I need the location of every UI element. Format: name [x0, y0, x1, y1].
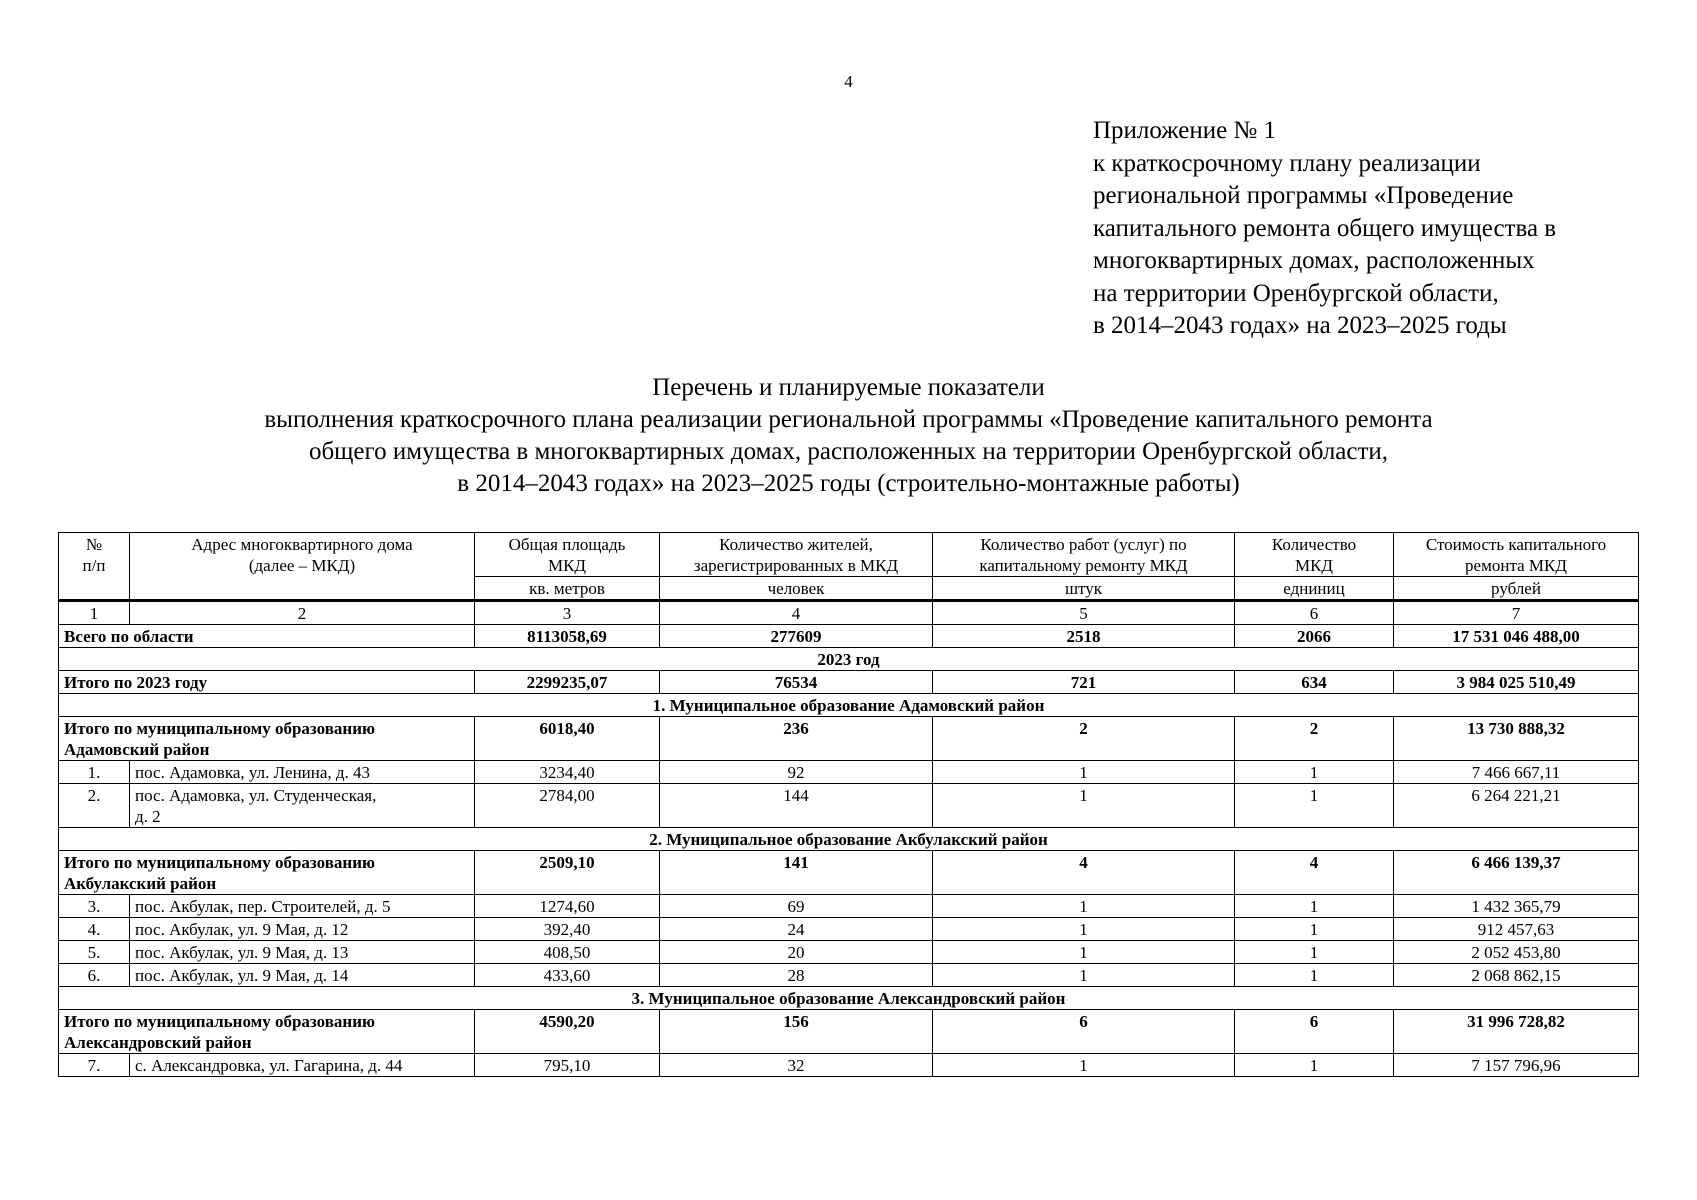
cell-works: 1: [933, 784, 1235, 828]
cell-residents: 92: [660, 761, 933, 784]
cell-num: 5.: [59, 941, 130, 964]
cell-address: пос. Акбулак, ул. 9 Мая, д. 13: [130, 941, 475, 964]
municipality-total-row: [59, 851, 1639, 895]
cell-num: 7.: [59, 1054, 130, 1077]
cell-residents: 32: [660, 1054, 933, 1077]
cell-area: 2299235,07: [475, 671, 660, 694]
document-title: [0, 372, 1697, 500]
column-number: 2: [130, 601, 475, 625]
cell-mkd-count: 1: [1235, 964, 1394, 987]
unit-residents: человек: [660, 577, 933, 601]
table-row: [59, 964, 1639, 987]
cell-area: 8113058,69: [475, 625, 660, 648]
municipality-total-row: [59, 1010, 1639, 1054]
cell-cost: 2 052 453,80: [1394, 941, 1639, 964]
cell-residents: 24: [660, 918, 933, 941]
cell-residents: 277609: [660, 625, 933, 648]
data-table: [58, 532, 1639, 1077]
appendix-line: Приложение № 1: [1093, 117, 1277, 144]
cell-address: пос. Адамовка, ул. Студенческая, д. 2: [130, 784, 475, 828]
table-row: [59, 784, 1639, 828]
title-line: выполнения краткосрочного плана реализации региональной программы «Проведение капитального ремонта: [264, 406, 1433, 433]
cell-cost: 7 466 667,11: [1394, 761, 1639, 784]
appendix-line: в 2014–2043 годах» на 2023–2025 годы: [1093, 312, 1507, 339]
cell-address: с. Александровка, ул. Гагарина, д. 44: [130, 1054, 475, 1077]
cell-residents: 69: [660, 895, 933, 918]
column-number: 1: [59, 601, 130, 625]
cell-address: пос. Акбулак, пер. Строителей, д. 5: [130, 895, 475, 918]
cell-address: пос. Акбулак, ул. 9 Мая, д. 14: [130, 964, 475, 987]
cell-mkd-count: 2066: [1235, 625, 1394, 648]
table-row: [59, 918, 1639, 941]
column-number: 5: [933, 601, 1235, 625]
unit-mkd-count: едниниц: [1235, 577, 1394, 601]
table-row: [59, 941, 1639, 964]
cell-mkd-count: 1: [1235, 918, 1394, 941]
cell-mkd-count: 1: [1235, 941, 1394, 964]
table-row: [59, 1054, 1639, 1077]
cell-residents: 20: [660, 941, 933, 964]
municipality-heading: 2. Муниципальное образование Акбулакский район: [59, 828, 1639, 851]
header-mkd-count: Количество МКД: [1235, 533, 1394, 577]
column-number: 7: [1394, 601, 1639, 625]
cell-mkd-count: 1: [1235, 761, 1394, 784]
cell-mkd-count: 2: [1235, 717, 1394, 761]
total-year-row: [59, 671, 1639, 694]
title-line: Перечень и планируемые показатели: [652, 374, 1045, 401]
cell-num: 3.: [59, 895, 130, 918]
title-line: в 2014–2043 годах» на 2023–2025 годы (строительно-монтажные работы): [457, 470, 1240, 497]
appendix-block: [1093, 115, 1673, 343]
column-number: 4: [660, 601, 933, 625]
municipality-heading: 1. Муниципальное образование Адамовский район: [59, 694, 1639, 717]
municipality-heading-row: [59, 828, 1639, 851]
cell-area: 2509,10: [475, 851, 660, 895]
column-number: 6: [1235, 601, 1394, 625]
cell-cost: 7 157 796,96: [1394, 1054, 1639, 1077]
cell-area: 433,60: [475, 964, 660, 987]
year-heading-row: [59, 648, 1639, 671]
cell-cost: 6 264 221,21: [1394, 784, 1639, 828]
cell-cost: 6 466 139,37: [1394, 851, 1639, 895]
unit-area: кв. метров: [475, 577, 660, 601]
appendix-line: региональной программы «Проведение: [1093, 182, 1514, 209]
cell-residents: 156: [660, 1010, 933, 1054]
cell-mkd-count: 1: [1235, 895, 1394, 918]
appendix-line: к краткосрочному плану реализации: [1093, 149, 1481, 177]
header-row: [59, 533, 1639, 577]
cell-residents: 236: [660, 717, 933, 761]
cell-area: 3234,40: [475, 761, 660, 784]
cell-works: 1: [933, 918, 1235, 941]
cell-mkd-count: 634: [1235, 671, 1394, 694]
cell-cost: 3 984 025 510,49: [1394, 671, 1639, 694]
table-row: [59, 895, 1639, 918]
cell-residents: 76534: [660, 671, 933, 694]
column-number: 3: [475, 601, 660, 625]
appendix-line: на территории Оренбургской области,: [1093, 279, 1499, 307]
cell-area: 4590,20: [475, 1010, 660, 1054]
total-region-label: Всего по области: [59, 625, 475, 648]
unit-cost: рублей: [1394, 577, 1639, 601]
cell-works: 2: [933, 717, 1235, 761]
cell-mkd-count: 1: [1235, 1054, 1394, 1077]
appendix-line: многоквартирных домах, расположенных: [1093, 247, 1535, 274]
cell-address: пос. Адамовка, ул. Ленина, д. 43: [130, 761, 475, 784]
cell-num: 6.: [59, 964, 130, 987]
municipality-heading: 3. Муниципальное образование Александровский район: [59, 987, 1639, 1010]
header-num: № п/п: [59, 533, 130, 601]
municipality-total-label: Итого по муниципальному образованию Александровский район: [59, 1010, 475, 1054]
header-residents: Количество жителей, зарегистрированных в МКД: [660, 533, 933, 577]
cell-works: 4: [933, 851, 1235, 895]
municipality-heading-row: [59, 987, 1639, 1010]
cell-num: 2.: [59, 784, 130, 828]
cell-works: 1: [933, 895, 1235, 918]
cell-cost: 13 730 888,32: [1394, 717, 1639, 761]
cell-works: 1: [933, 941, 1235, 964]
cell-works: 1: [933, 964, 1235, 987]
municipality-total-label: Итого по муниципальному образованию Адамовский район: [59, 717, 475, 761]
cell-area: 6018,40: [475, 717, 660, 761]
year-heading: 2023 год: [59, 648, 1639, 671]
cell-mkd-count: 4: [1235, 851, 1394, 895]
total-region-row: [59, 625, 1639, 648]
cell-residents: 141: [660, 851, 933, 895]
municipality-total-row: [59, 717, 1639, 761]
cell-cost: 2 068 862,15: [1394, 964, 1639, 987]
header-works: Количество работ (услуг) по капитальному ремонту МКД: [933, 533, 1235, 577]
cell-cost: 912 457,63: [1394, 918, 1639, 941]
cell-works: 721: [933, 671, 1235, 694]
column-numbers-row: [59, 601, 1639, 625]
header-address: Адрес многоквартирного дома (далее – МКД): [130, 533, 475, 601]
cell-mkd-count: 1: [1235, 784, 1394, 828]
header-cost: Стоимость капитального ремонта МКД: [1394, 533, 1639, 577]
cell-num: 4.: [59, 918, 130, 941]
cell-cost: 1 432 365,79: [1394, 895, 1639, 918]
header-area: Общая площадь МКД: [475, 533, 660, 577]
cell-area: 1274,60: [475, 895, 660, 918]
cell-num: 1.: [59, 761, 130, 784]
appendix-line: капитального ремонта общего имущества в: [1093, 214, 1557, 242]
cell-area: 795,10: [475, 1054, 660, 1077]
total-year-label: Итого по 2023 году: [59, 671, 475, 694]
cell-mkd-count: 6: [1235, 1010, 1394, 1054]
cell-address: пос. Акбулак, ул. 9 Мая, д. 12: [130, 918, 475, 941]
cell-residents: 28: [660, 964, 933, 987]
cell-works: 1: [933, 1054, 1235, 1077]
cell-works: 6: [933, 1010, 1235, 1054]
cell-cost: 17 531 046 488,00: [1394, 625, 1639, 648]
title-line: общего имущества в многоквартирных домах, расположенных на территории Оренбургской области,: [308, 438, 1389, 465]
cell-residents: 144: [660, 784, 933, 828]
cell-area: 392,40: [475, 918, 660, 941]
cell-cost: 31 996 728,82: [1394, 1010, 1639, 1054]
municipality-total-label: Итого по муниципальному образованию Акбулакский район: [59, 851, 475, 895]
page-number: 4: [844, 72, 853, 91]
cell-works: 2518: [933, 625, 1235, 648]
cell-area: 408,50: [475, 941, 660, 964]
table-row: [59, 761, 1639, 784]
cell-works: 1: [933, 761, 1235, 784]
unit-works: штук: [933, 577, 1235, 601]
municipality-heading-row: [59, 694, 1639, 717]
cell-area: 2784,00: [475, 784, 660, 828]
